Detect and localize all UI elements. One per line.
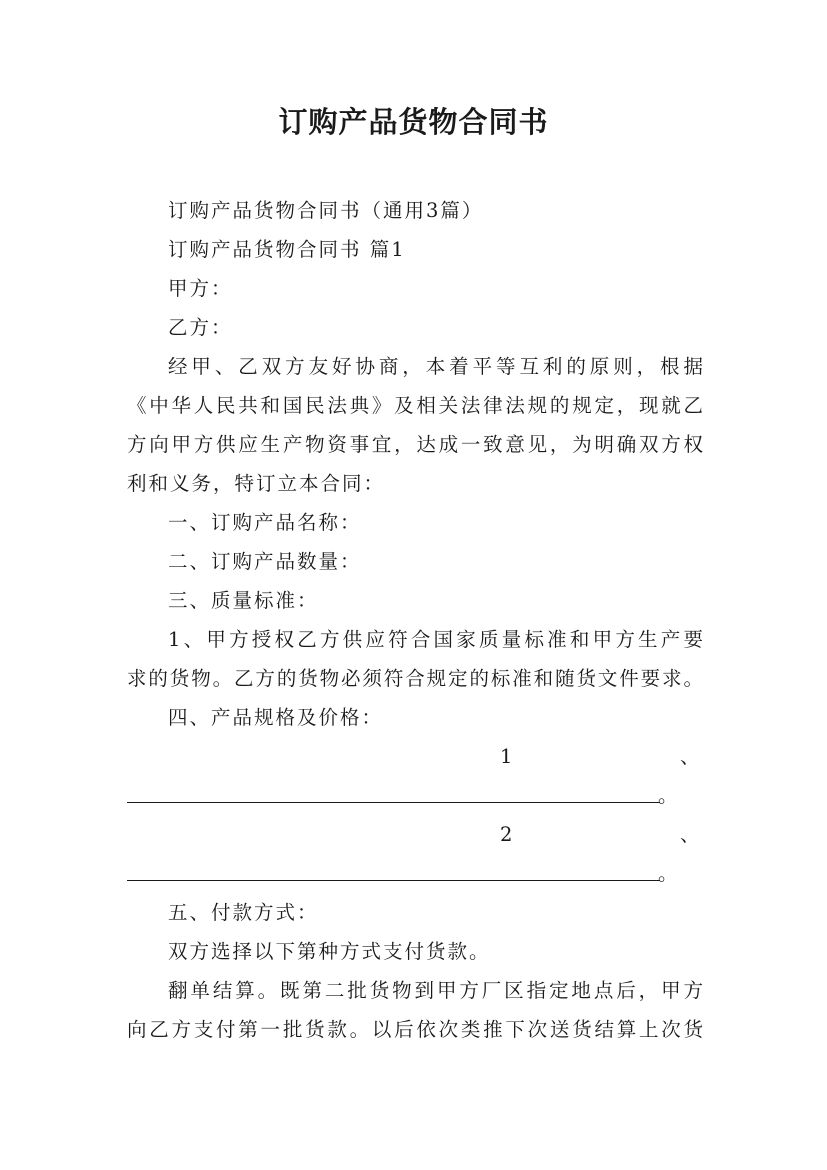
spec-item-end: 。: [658, 784, 678, 807]
paragraph-line: 1、甲方授权乙方供应符合国家质量标准和甲方生产要: [168, 628, 703, 651]
clause-product-name: 一、订购产品名称：: [168, 511, 362, 534]
paragraph-line: 《中华人民共和国民法典》及相关法律法规的规定，现就乙: [127, 394, 703, 417]
party-b-label: 乙方：: [168, 316, 233, 339]
clause-product-quantity: 二、订购产品数量：: [168, 550, 362, 573]
clause-quality-standard: 三、质量标准：: [168, 589, 319, 612]
paragraph-line: 向乙方支付第一批货款。以后依次类推下次送货结算上次货: [127, 1018, 703, 1041]
spec-item-end: 。: [658, 862, 678, 885]
fill-in-blank: [127, 774, 660, 803]
section-heading: 订购产品货物合同书 篇1: [168, 238, 406, 261]
paragraph-line: 利和义务，特订立本合同：: [127, 472, 386, 495]
clause-spec-price: 四、产品规格及价格：: [168, 706, 384, 729]
spec-item-number: 1: [500, 745, 513, 768]
paragraph-line: 求的货物。乙方的货物必须符合规定的标准和随货文件要求。: [127, 667, 703, 690]
paragraph-line: 经甲、乙双方友好协商，本着平等互利的原则，根据: [168, 355, 703, 378]
document-title: 订购产品货物合同书: [278, 105, 549, 139]
party-a-label: 甲方：: [168, 277, 233, 300]
subtitle-line: 订购产品货物合同书（通用3篇）: [168, 199, 484, 222]
paragraph-line: 翻单结算。既第二批货物到甲方厂区指定地点后，甲方: [168, 979, 703, 1002]
clause-payment-method: 五、付款方式：: [168, 901, 319, 924]
fill-in-blank: [127, 852, 660, 881]
spec-item-mark: 、: [680, 823, 700, 846]
paragraph-line: 双方选择以下第种方式支付货款。: [168, 940, 491, 963]
spec-item-number: 2: [500, 823, 513, 846]
paragraph-line: 方向甲方供应生产物资事宜，达成一致意见，为明确双方权: [127, 433, 703, 456]
spec-item-mark: 、: [680, 745, 700, 768]
